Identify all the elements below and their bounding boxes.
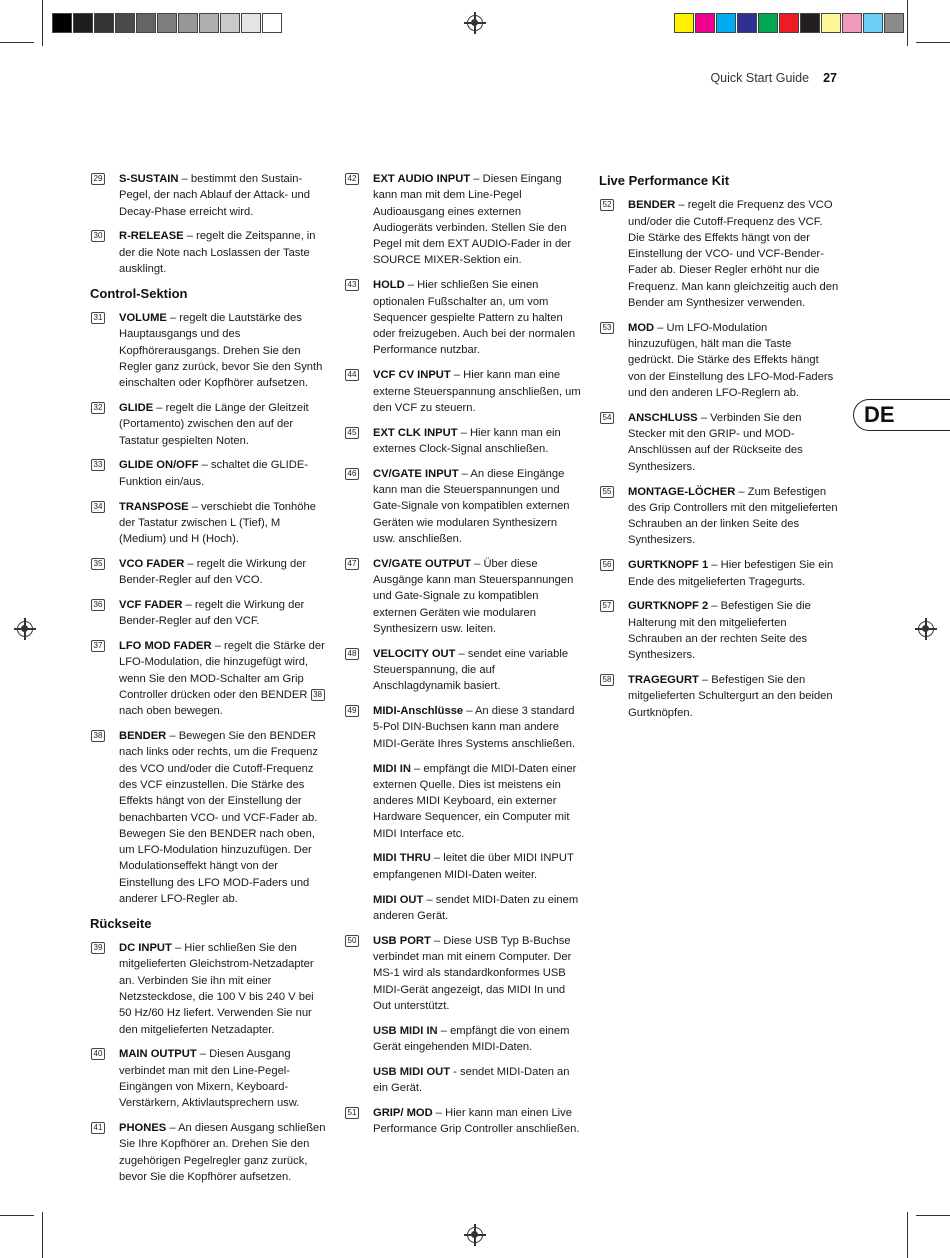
color-swatch (220, 13, 240, 33)
item-label: GRIP/ MOD (373, 1106, 433, 1119)
item-text: nach oben bewegen. (119, 705, 223, 718)
item-text: - sendet MIDI-Daten an ein Gerät. (373, 1065, 570, 1095)
list-item (599, 598, 839, 663)
color-swatch (779, 13, 799, 33)
item-text: – Hier kann man einen Live Performance Grip Controller anschließen. (373, 1106, 580, 1136)
list-item (344, 171, 582, 269)
color-swatch (863, 13, 883, 33)
color-swatch (199, 13, 219, 33)
item-number: 57 (600, 600, 614, 612)
item-text: – Hier schließen Sie einen optionalen Fußschalter an, um vom Sequencer gespielte Pattern zu halten oder freizugeben. Auch bei der normalen Performance nutzbar. (373, 279, 576, 357)
item-number: 56 (600, 559, 614, 571)
item-number: 35 (91, 558, 105, 570)
item-number: 39 (91, 942, 105, 954)
item-number: 44 (345, 369, 359, 381)
list-item (344, 556, 582, 637)
list-item (599, 320, 839, 401)
item-number: 52 (600, 199, 614, 211)
item-text: – Befestigen Sie den mitgelieferten Schultergurt an den beiden Gurtknöpfen. (628, 674, 833, 719)
item-label: MAIN OUTPUT (119, 1048, 197, 1061)
item-label: PHONES (119, 1122, 167, 1135)
crop-mark (42, 0, 43, 46)
item-number: 40 (91, 1048, 105, 1060)
section-heading-control: Control-Sektion (90, 285, 188, 301)
item-text: – Befestigen Sie die Halterung mit den mitgelieferten Schrauben an der rechten Seite des Synthesizers. (628, 600, 811, 662)
item-label: LFO MOD FADER (119, 640, 212, 653)
item-text: – Über diese Ausgänge kann man Steuerspannungen und Gate-Signale zu kompatiblen externen Geräten wie modularen Synthesizern usw. leiten. (373, 557, 574, 635)
registration-mark-icon (467, 1227, 483, 1243)
list-item (599, 557, 839, 590)
list-item (344, 425, 582, 458)
item-label: USB MIDI OUT (373, 1065, 451, 1078)
item-text: – Hier befestigen Sie ein Ende des mitgelieferten Tragegurts. (628, 559, 834, 588)
crop-mark (0, 42, 34, 43)
color-swatch (241, 13, 261, 33)
item-number: 45 (345, 427, 359, 439)
item-label: S-SUSTAIN (119, 173, 179, 185)
item-label: MIDI IN (373, 762, 411, 775)
color-swatch (842, 13, 862, 33)
color-swatch (52, 13, 72, 33)
item-number: 33 (91, 459, 105, 471)
list-item (344, 703, 582, 752)
item-text: – regelt die Frequenz des VCO und/oder die Cutoff-Frequenz des VCF. Die Stärke des Effekts hängt von der Einstellung der VCO- und VCF-Bender-Fader ab. Dieser Regler erhöht nur die Frequenz. Man kann gleichzeitig auch den Bender am Synthesizer verwenden. (628, 199, 839, 310)
section-heading-live-kit: Live Performance Kit (599, 173, 730, 188)
item-text: – regelt die Lautstärke des Hauptausgangs und des Kopfhörerausgangs. Drehen Sie den Regler ganz zurück, bevor Sie den Synth einschalten oder Kopfhörer aufsetzen. (119, 312, 323, 390)
item-label: BENDER (119, 730, 167, 743)
item-text: – regelt die Länge der Gleitzeit (Portamento) zwischen den auf der Tastatur gespielten Noten. (119, 402, 309, 447)
column-2 (344, 171, 582, 1146)
color-swatch (821, 13, 841, 33)
list-item (90, 228, 328, 277)
item-label: GLIDE ON/OFF (119, 459, 199, 472)
crop-mark (907, 1212, 908, 1258)
language-tab: DE (853, 399, 950, 431)
item-number: 51 (345, 1107, 359, 1119)
item-label: EXT AUDIO INPUT (373, 173, 471, 185)
item-number: 50 (345, 935, 359, 947)
list-item (90, 638, 328, 719)
item-label: USB MIDI IN (373, 1024, 438, 1037)
item-number: 31 (91, 312, 105, 324)
item-text: – sendet MIDI-Daten zu einem anderen Gerät. (373, 893, 579, 922)
sub-item (344, 1023, 582, 1056)
grayscale-color-bar (52, 13, 283, 33)
item-label: R-RELEASE (119, 230, 184, 243)
item-reference: 38 (311, 689, 325, 701)
item-number: 55 (600, 486, 614, 498)
item-text: – An diese Eingänge kann man die Steuerspannungen und Gate-Signale von kompatiblen externen Geräten wie modularen Synthesizern usw. anschließen. (373, 467, 570, 545)
page-header (710, 71, 837, 85)
page-number: 27 (823, 71, 837, 85)
item-text: – regelt die Wirkung der Bender-Regler auf den VCF. (119, 599, 305, 628)
list-item (90, 310, 328, 391)
list-item (344, 1105, 582, 1138)
guide-title: Quick Start Guide (710, 71, 810, 85)
item-text: – regelt die Stärke der LFO-Modulation, die hinzugefügt wird, wenn Sie den MOD-Schalter am Grip Controller drücken oder den BENDER (119, 640, 325, 702)
crop-mark (916, 42, 950, 43)
item-label: DC INPUT (119, 942, 172, 955)
item-number: 36 (91, 599, 105, 611)
item-label: MIDI THRU (373, 852, 431, 865)
item-number: 30 (91, 230, 105, 242)
item-number: 58 (600, 674, 614, 686)
item-number: 54 (600, 412, 614, 424)
color-swatch (115, 13, 135, 33)
item-label: TRAGEGURT (628, 674, 699, 687)
list-item (599, 410, 839, 475)
item-text: – regelt die Zeitspanne, in der die Note nach Loslassen der Taste ausklingt. (119, 230, 316, 275)
color-swatch (674, 13, 694, 33)
item-label: CV/GATE OUTPUT (373, 557, 471, 570)
color-swatch (157, 13, 177, 33)
list-item (344, 933, 582, 1014)
column-1 (90, 171, 328, 1194)
color-swatch (695, 13, 715, 33)
item-text: – Hier schließen Sie den mitgelieferten Gleichstrom-Netzadapter an. Verbinden Sie ihn mit einer Netzsteckdose, die 100 V bis 240 V bei 50 Hz/60 Hz liefert. Verwenden Sie nur den mitgelieferten Netzadapter. (119, 942, 314, 1036)
item-text: – sendet eine variable Steuerspannung, die auf Anschlagdynamik basiert. (373, 647, 569, 693)
item-label: VELOCITY OUT (373, 647, 456, 660)
item-text: – verschiebt die Tonhöhe der Tastatur zwischen L (Tief), M (Medium) und H (Hoch). (119, 500, 316, 546)
item-number: 32 (91, 402, 105, 414)
item-number: 37 (91, 640, 105, 652)
item-number: 29 (91, 173, 105, 185)
color-swatch (262, 13, 282, 33)
item-label: VCF FADER (119, 599, 183, 612)
item-label: GURTKNOPF 1 (628, 559, 709, 572)
item-label: VOLUME (119, 312, 167, 325)
item-label: CV/GATE INPUT (373, 467, 459, 480)
list-item (90, 597, 328, 630)
item-text: – An diese 3 standard 5-Pol DIN-Buchsen kann man andere MIDI-Geräte Ihres Systems anschließen. (373, 705, 576, 750)
item-text: – Verbinden Sie den Stecker mit den GRIP- und MOD-Anschlüssen auf der Rückseite des Synthesizers. (628, 411, 803, 473)
registration-mark-icon (918, 621, 934, 637)
list-item (90, 1046, 328, 1111)
section-heading-rear: Rückseite (90, 915, 152, 931)
item-label: MOD (628, 321, 655, 334)
list-item (599, 484, 839, 549)
list-item (90, 171, 328, 220)
item-label: ANSCHLUSS (628, 411, 698, 424)
list-item (90, 556, 328, 589)
color-swatch (94, 13, 114, 33)
item-number: 49 (345, 705, 359, 717)
item-number: 41 (91, 1122, 105, 1134)
item-label: BENDER (628, 199, 676, 212)
list-item (344, 646, 582, 695)
item-number: 48 (345, 648, 359, 660)
item-text: – Bewegen Sie den BENDER nach links oder rechts, um die Frequenz des VCO und/oder die Cutoff-Frequenz des VCF einzustellen. Die Stärke des Effekts hängt von der Einstellung der benachbarten VCO- und VCF-Fader ab. Bewegen Sie den BENDER nach oben, um LFO-Modulation hinzuzufügen. Der Modulationseffekt hängt von der Einstellung des LFO MOD-Faders und anderer LFO-Regler ab. (119, 730, 318, 906)
item-number: 47 (345, 558, 359, 570)
item-text: – Diesen Ausgang verbindet man mit den Line-Pegel-Eingängen von Mixern, Keyboard-Verstärkern, Aktivlautsprechern usw. (119, 1048, 300, 1110)
list-item (90, 940, 328, 1038)
color-swatch (73, 13, 93, 33)
color-swatch (716, 13, 736, 33)
list-item (599, 197, 839, 311)
item-text: – regelt die Wirkung der Bender-Regler auf den VCO. (119, 557, 307, 587)
item-label: GLIDE (119, 402, 154, 415)
item-number: 38 (91, 730, 105, 742)
item-text: – bestimmt den Sustain-Pegel, der nach Ablauf der Attack- und Decay-Phase erreicht wird. (119, 173, 310, 218)
item-label: VCF CV INPUT (373, 369, 451, 382)
item-number: 42 (345, 173, 359, 185)
crop-mark (0, 1215, 34, 1216)
color-swatch (737, 13, 757, 33)
list-item (90, 499, 328, 548)
item-text: – Zum Befestigen des Grip Controllers mit den mitgelieferten Schrauben an der linken Seite des Synthesizers. (628, 485, 838, 547)
registration-mark-icon (17, 621, 33, 637)
color-swatch (884, 13, 904, 33)
list-item (90, 457, 328, 490)
item-label: MIDI OUT (373, 893, 424, 906)
item-text: – Hier kann man ein externes Clock-Signal anschließen. (373, 426, 561, 455)
item-text: – empfängt die MIDI-Daten einer externen Quelle. Dies ist meistens ein anderes MIDI Keyboard, ein externer Hardware Sequencer, ein Computer mit MIDI Interface etc. (373, 762, 577, 840)
item-text: – empfängt die von einem Gerät eingehenden MIDI-Daten. (373, 1024, 570, 1053)
color-swatch (800, 13, 820, 33)
crop-mark (42, 1212, 43, 1258)
item-text: – Um LFO-Modulation hinzuzufügen, hält man die Taste gedrückt. Die Stärke des Effekts hängt von der Einstellung des LFO-Mod-Faders und den anderen LFO-Reglern ab. (628, 321, 834, 400)
list-item (90, 728, 328, 907)
item-label: MIDI-Anschlüsse (373, 705, 464, 718)
color-calibration-bar (674, 13, 905, 33)
list-item (344, 466, 582, 547)
item-text: – Diesen Eingang kann man mit dem Line-Pegel Audioausgang eines externen Audiogeräts verbinden. Stellen Sie den Pegel mit dem EXT AUDIO-Fader in der SOURCE MIXER-Sektion ein. (373, 173, 572, 267)
item-number: 34 (91, 501, 105, 513)
list-item (90, 1120, 328, 1185)
sub-item (344, 892, 582, 925)
sub-item (344, 1064, 582, 1097)
list-item (599, 672, 839, 721)
crop-mark (916, 1215, 950, 1216)
item-label: GURTKNOPF 2 (628, 600, 709, 613)
item-label: MONTAGE-LÖCHER (628, 485, 736, 498)
column-3 (599, 171, 839, 729)
color-swatch (178, 13, 198, 33)
item-text: – An diesen Ausgang schließen Sie Ihre Kopfhörer an. Drehen Sie den zugehörigen Pegelregler ganz zurück, bevor Sie die Kopfhörer aufsetzen. (119, 1122, 326, 1184)
item-label: EXT CLK INPUT (373, 426, 458, 439)
item-text: – Hier kann man eine externe Steuerspannung anschließen, um den VCF zu steuern. (373, 369, 581, 414)
item-number: 53 (600, 322, 614, 334)
list-item (344, 367, 582, 416)
item-number: 46 (345, 468, 359, 480)
sub-item (344, 761, 582, 842)
item-label: USB PORT (373, 934, 431, 947)
list-item (90, 400, 328, 449)
item-label: VCO FADER (119, 557, 185, 570)
color-swatch (758, 13, 778, 33)
crop-mark (907, 0, 908, 46)
registration-mark-icon (467, 15, 483, 31)
item-text: – leitet die über MIDI INPUT empfangenen MIDI-Daten weiter. (373, 852, 574, 881)
sub-item (344, 850, 582, 883)
color-swatch (136, 13, 156, 33)
item-text: – schaltet die GLIDE-Funktion ein/aus. (119, 459, 309, 488)
item-number: 43 (345, 279, 359, 291)
list-item (344, 277, 582, 358)
item-label: HOLD (373, 279, 405, 292)
item-text: – Diese USB Typ B-Buchse verbindet man mit einem Computer. Der MS-1 wird als standardkonformes USB MIDI-Gerät angezeigt, das MIDI In und Out unterstützt. (373, 934, 572, 1012)
item-label: TRANSPOSE (119, 500, 189, 513)
